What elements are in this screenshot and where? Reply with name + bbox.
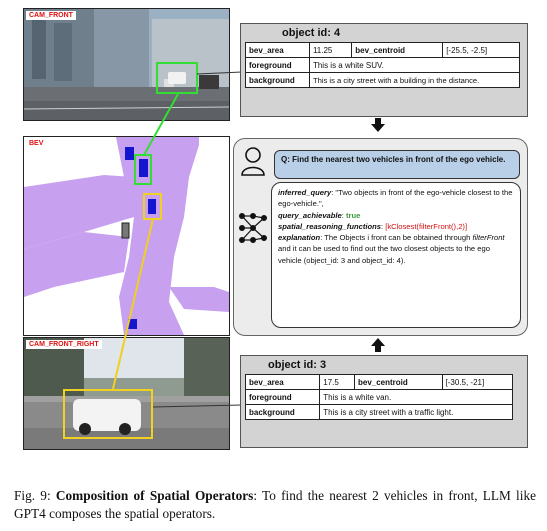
table-row bbox=[246, 390, 513, 405]
table-row bbox=[246, 375, 513, 390]
foreground-value: This is a white van. bbox=[320, 390, 513, 405]
table-row bbox=[246, 58, 520, 73]
network-icon bbox=[237, 210, 269, 246]
spatial-functions-key: spatial_reasoning_functions bbox=[278, 221, 381, 231]
arrow-down-icon bbox=[370, 117, 386, 133]
cam-front-label: CAM_FRONT bbox=[26, 11, 76, 20]
background-label: background bbox=[246, 73, 310, 88]
foreground-label: foreground bbox=[246, 58, 310, 73]
foreground-value: This is a white SUV. bbox=[309, 58, 519, 73]
user-icon bbox=[240, 146, 266, 176]
bev-area-label: bev_area bbox=[246, 43, 310, 58]
table-row bbox=[246, 43, 520, 58]
explanation-post: and it can be used to find out the two closest objects to the ego vehicle (object_id: 3 and object_id: 4). bbox=[278, 244, 490, 265]
caption-fig-number: Fig. 9: bbox=[14, 488, 56, 503]
object-4-title: object id: 4 bbox=[282, 27, 341, 39]
inferred-query-key: inferred_query bbox=[278, 188, 332, 197]
object-3-table bbox=[245, 374, 513, 420]
caption-title: Composition of Spatial Operators bbox=[55, 488, 254, 503]
inferred-query-value: : "Two objects in front of the ego-vehicle closest to the ego-vehicle.", bbox=[278, 188, 513, 209]
query-bubble: Q: Find the nearest two vehicles in front of the ego vehicle. bbox=[274, 150, 520, 179]
bev-area-label: bev_area bbox=[246, 375, 320, 390]
table-row bbox=[246, 73, 520, 88]
explanation-pre: : The Objects i front can be obtained through bbox=[320, 233, 473, 243]
bev-area-value: 11.25 bbox=[309, 43, 351, 58]
arrow-up-icon bbox=[370, 337, 386, 353]
foreground-label: foreground bbox=[246, 390, 320, 405]
query-achievable-key: query_achievable bbox=[278, 210, 342, 220]
bev-centroid-label: bev_centroid bbox=[352, 43, 443, 58]
explanation-fn: filterFront bbox=[472, 233, 505, 243]
background-value: This is a city street with a building in the distance. bbox=[309, 73, 519, 88]
spatial-functions-sep: : bbox=[380, 221, 386, 231]
object-3-title: object id: 3 bbox=[268, 359, 327, 371]
bev-centroid-label: bev_centroid bbox=[355, 375, 443, 390]
bev-centroid-value: [-30.5, -21] bbox=[442, 375, 512, 390]
bev-area-value: 17.5 bbox=[320, 375, 355, 390]
query-achievable-sep: : bbox=[341, 210, 346, 220]
caption-text: : To find the nearest 2 vehicles in front, LLM like GPT4 composes the spatial operators. bbox=[14, 488, 536, 521]
spatial-functions-value: [kClosest(filterFront(),2)] bbox=[385, 221, 468, 231]
table-row bbox=[246, 405, 513, 420]
background-label: background bbox=[246, 405, 320, 420]
cam-front-right-label: CAM_FRONT_RIGHT bbox=[26, 340, 102, 349]
bev-label: BEV bbox=[26, 139, 46, 148]
figure-caption bbox=[14, 487, 536, 523]
object-4-table bbox=[245, 42, 520, 88]
explanation-key: explanation bbox=[278, 233, 321, 243]
bev-centroid-value: [-25.5, -2.5] bbox=[443, 43, 520, 58]
query-achievable-value: true bbox=[345, 210, 361, 220]
llm-response bbox=[271, 182, 521, 328]
background-value: This is a city street with a traffic light. bbox=[320, 405, 513, 420]
